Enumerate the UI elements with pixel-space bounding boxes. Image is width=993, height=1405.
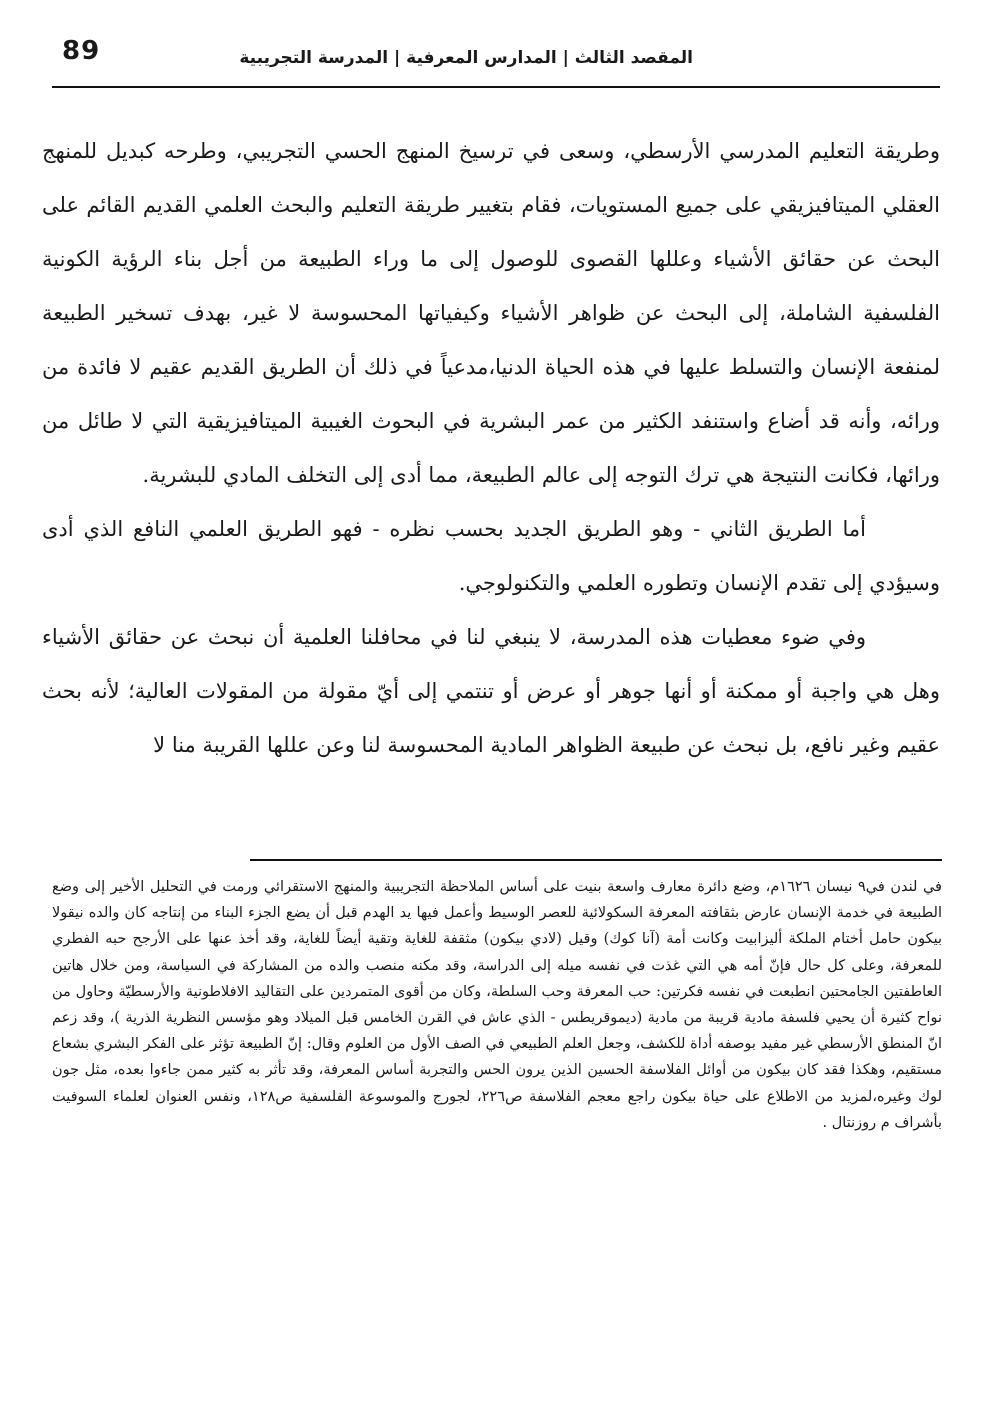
paragraph-2: أما الطريق الثاني - وهو الطريق الجديد بحسب نظره - فهو الطريق العلمي النافع الذي أدى وسيؤدي إلى تقدم الإنسان وتطوره العلمي والتكنولوجي. [42,517,940,595]
header-rule [52,86,940,88]
paragraph-3: وفي ضوء معطيات هذه المدرسة، لا ينبغي لنا في محافلنا العلمية أن نبحث عن حقائق الأشياء وهل هي واجبة أو ممكنة أو أنها جوهر أو عرض أو تنتمي إلى أيّ مقولة من المقولات العالية؛ لأنه بحث عقيم وغير نافع، بل نبحث عن طبيعة الظواهر المادية المحسوسة لنا وعن عللها القريبة منا لا [42,625,940,757]
footnote-rule [250,859,942,861]
paragraph-1: وطريقة التعليم المدرسي الأرسطي، وسعى في ترسيخ المنهج الحسي التجريبي، وطرحه كبديل للمنهج العقلي الميتافيزيقي على جميع المستويات، فقام بتغيير طريقة التعليم والبحث العلمي القديم القائم على البحث عن حقائق الأشياء وعللها القصوى للوصول إلى ما وراء الطبيعة من أجل بناء الرؤية الكونية الفلسفية الشاملة، إلى البحث عن ظواهر الأشياء وكيفياتها المحسوسة لا غير، بهدف تسخير الطبيعة لمنفعة الإنسان والتسلط عليها في هذه الحياة الدنيا،مدعياً في ذلك أن الطريق القديم عقيم لا فائدة من ورائه، وأنه قد أضاع واستنفد الكثير من عمر البشرية في البحوث الغيبية الميتافيزيقية التي لا طائل من ورائها، فكانت النتيجة هي ترك التوجه إلى عالم الطبيعة، مما أدى إلى التخلف المادي للبشرية. [42,139,940,487]
footnote-text: في لندن في٩ نيسان ١٦٢٦م، وضع دائرة معارف واسعة بنيت على أساس الملاحظة التجريبية والمنهج الاستقرائي ورمت في التحليل الأخير إلى وضع الطبيعة في خدمة الإنسان عارض بثقافته المعرفة السكولائية للعصر الوسيط وأعمل فيها يد الهدم قبل أن يضع الجزء البناء من إنتاجه كان والده نيقولا بيكون حامل أختام الملكة أليزابيت وكانت أمة (آنا كوك) وقيل (لادي بيكون) مثقفة للغاية وتقية أيضاً للغاية، وقد أخذ عنها على الأرجح حبه الفطري للمعرفة، وعلى كل حال فإنّ أمه هي التي غذت في نفسه ميله إلى الدراسة، وقد مكنه منصب والده من المشاركة في السياسة، ومن خلال هاتين العاطفتين الجامحتين انطبعت في نفسه فكرتين: حب المعرفة وحب السلطة، وكان من أقوى المتمردين على التقاليد الافلاطونية والأرسطيّة وحاول من نواح كثيرة أن يحيي فلسفة مادية قريبة من مادية (ديموقريطس - الذي عاش في القرن الخامس قبل الميلاد وهو مؤسس النظرية الذرية )، وقد زعم انّ المنطق الأرسطي غير مفيد بوصفه أداة للكشف، وجعل العلم الطبيعي في الصف الأول من العلوم وقال: إنّ الطبيعة تؤثر على الفكر البشري بشعاع مستقيم، وهكذا فقد كان بيكون من أوائل الفلاسفة الحسين الذين يرون الحس والتجربة أساس المعرفة، وقد تأثر به كثير ممن جاءوا بعده، مثل جون لوك وغيره،لمزيد من الاطلاع على حياة بيكون راجع معجم الفلاسفة ص٢٢٦، لجورج والموسوعة الفلسفية ص١٢٨، ونفس العنوان لعلماء السوفيت بأشراف م روزنتال . [52,879,942,1131]
running-head: المقصد الثالث | المدارس المعرفية | المدرسة التجريبية [239,48,693,68]
main-text [42,124,940,772]
footnotes [52,874,942,1136]
page-number: 89 [62,36,101,66]
